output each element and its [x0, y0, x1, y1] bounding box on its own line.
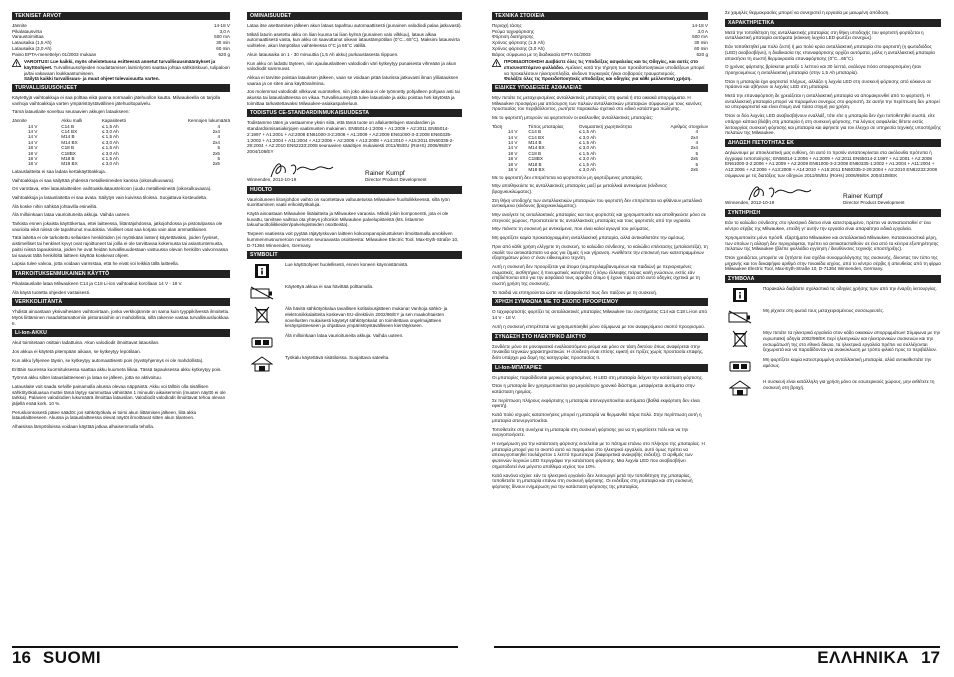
table-cell: C18 B — [61, 145, 75, 151]
paragraph: Tämä latauslaite soveltuu seuraavien akkujen lataukseen: — [12, 109, 130, 115]
paragraph: Μην πιάνετε τη συσκευή με αντικείμενα, που είναι καλοί αγωγοί του ρεύματος. — [492, 226, 650, 232]
table-cell: C14 B — [61, 123, 75, 129]
tech-row — [492, 52, 708, 58]
paragraph: Όταν η μπαταρία έχει φορτιστεί πλήρως, αλλάζει η λυχνία LED στη συσκευή φόρτισης από κόκκινο σε πράσινο και σβήνουν οι λυχνίες LED στη μπαταρία. — [725, 78, 932, 90]
symbol-text: Μη φορτίζετε καμία κατεστραμμένη ανταλλακτική μπαταρία, αλλά αντικαθιστάτε την αμέσως. — [763, 356, 932, 368]
tech-value: 3,0 A — [697, 28, 708, 34]
section-heading: ΔΗΛΩΣΗ ΠΙΣΤΟΤΗΤΑΣ ΕΚ — [725, 139, 941, 147]
table-cell: C14 BX — [528, 134, 545, 140]
paragraph: Μη φορτίζετε καμία προκαταγραμμένη ανταλλακτική μπαταρία, αλλά αντικαθιστάτε την αμέσως. — [492, 235, 686, 241]
paragraph: Αυτή η συσκευή δεν προορίζεται για άτομα (συμπεριλαμβανομένων και παιδιών) με περιορισμένες σωματικές, αισθητήριες ή πνευματικές ικανότητες ή λόγω έλλειψης πείρας και/ή γνώσεων, εκτός εάν επιβλέπονται από για την ασφάλειά τους αρμόδιο άτομο ή έχουν πάρει από αυτό οδηγίες σχετικά με τη σωστή χρήση της συσκευής. — [492, 263, 700, 287]
tech-value: 30 min — [216, 40, 230, 46]
symbol-text: Älä milloinkaan lataa vaurioituneita akkuja. Vaihda uuteen. — [285, 333, 404, 339]
paragraph: Vaihtoakkuja ja latauslaitetta ei saa avata. Säilytys vain kuivissa tiloissa. Suojattava kosteudelta. — [12, 194, 208, 200]
table-cell: ≤ 1,5 Ah — [101, 145, 119, 151]
table-cell: 18 V — [508, 150, 518, 156]
tech-value: 60 min — [216, 45, 230, 51]
paragraph: Μετά την τοποθέτηση της ανταλλακτικής μπαταρίας στη θήκη υποδοχής του φορτιστή φορτίζεται η ανταλλακτική μπαταρία αυτόματα (κόκκινη λυχνία LED φωτίζει συνεχώς). — [725, 29, 924, 41]
tech-value: 14-18 V — [213, 23, 230, 28]
paragraph: Όταν οι δύο λυχνίες LED αναβοσβήνουν εναλλάξ, τότε είτε η μπαταρία δεν έχει τοποθετηθεί σωστά, είτε υπάρχει κάποια βλάβη στη μπαταρία ή στη συσκευή φόρτισης. Για λόγους ασφαλείας θέτετε εκτός λειτουργίας συσκευή φόρτισης και μπαταρία και αφήνετε για τον έλεγχο σε υπηρεσία τεχνικής υποστήριξης πελατών της Milwaukee. — [725, 113, 941, 136]
table-cell: 5 — [695, 150, 698, 156]
paragraph: Käytä ainoastaan Milwaukee lisälaitteita ja Milwaukee varaosia. Mikäli jokin komponentti, jota ei ole kuvattu, tarvitsee vaihtoa ota yhteys johonkin Milwaukee palvelupisteistä (kts. listamme takuuhuoltoliikkeiden/palvelupisteiden osoitteista). — [247, 211, 449, 228]
section-heading: Li-Ion-ΜΠΑΤΑΡΙΕΣ — [492, 364, 708, 372]
manual-icon — [725, 286, 755, 304]
section-heading: ΕΙΔΙΚΕΣ ΥΠΟΔΕΙΞΕΙΣ ΑΣΦΑΛΕΙΑΣ — [492, 84, 708, 92]
safety-paragraphs — [492, 175, 708, 296]
table-cell: 14 V — [508, 140, 518, 146]
table-cell: C14 B — [528, 129, 542, 135]
indoor-icon — [725, 308, 755, 326]
table-cell: 18 V — [28, 161, 38, 167]
liion-paragraphs — [492, 375, 708, 490]
table-cell: M14 BX — [61, 139, 78, 145]
tech-label: Φόρτιση διατήρησης — [492, 34, 534, 40]
signer-name: Rainer Kumpf — [365, 169, 405, 177]
table-cell: ≤ 1,5 Ah — [101, 134, 119, 140]
table-cell: 2x5 — [212, 150, 220, 156]
paragraph: Jos molemmat valodiodit vilkkuvat vuorotellen, niin joko akkua ei ole työnnetty pohjalleen pohjaan asti tai akussa tai latauslaitteessa on vikaa. Turvallisuussyistä tulee latauslaite ja akku poistaa heti käytöstä ja toimittaa tarkastettavaksi Milwaukee-asiakaspalveluun. — [247, 89, 460, 106]
table-cell: 18 V — [508, 156, 518, 162]
section-heading: ΣΥΜΒΟΛΑ — [725, 275, 941, 283]
place-date: Winnenden, 2012-10-19 — [725, 200, 775, 206]
paragraph: Erittäin suuressa kuormituksessa saattaa akku kuumeta liikaa. Tässä tapauksessa akku kytkeytyy pois. — [12, 366, 222, 372]
symbol-row — [725, 357, 941, 375]
paragraph: Κατά πολύ ισχυρές καταπονήσεις μπορεί η μπαταρία να θερμανθεί πάρα πολύ. Στην περίπτωση αυτή η μπαταρία απενεργοποιείται. — [492, 412, 702, 423]
table-cell: 18 V — [508, 161, 518, 167]
section-heading: SYMBOLIT — [247, 251, 462, 259]
symbol-row — [247, 284, 462, 302]
section-heading: ΣΥΝΔΕΣΗ ΣΤΟ ΗΛΕΚΤΡΙΚΟ ΔΙΚΤΥΟ — [492, 333, 708, 341]
section-heading: TODISTUS CE-STANDARDINMUKAISUUDESTA — [247, 109, 462, 117]
tech-label: Χρόνος φόρτισης (1,5 Ah) — [492, 40, 545, 46]
table-cell: 18 V — [28, 155, 38, 161]
symbol-row — [247, 306, 462, 329]
weee-icon — [247, 306, 277, 324]
table-cell: 5 — [695, 161, 698, 167]
paragraph: Mikäli laturin asetettu akku on liian kuuma tai liian kylmä (punainen valo vilkkuu), lataus alkaa automaattisesti vasta, kun akku on saavuttanut oikean lataustämpötilan (0°C...65°C). Maksimi latausvirta vaihtelee, akun lämpötilan vaihteleessa 0°C ja 65°C välillä. — [247, 31, 460, 49]
table-cell: M18 B — [528, 161, 542, 167]
paragraph: Η ενημέρωση για την κατάσταση φόρτισης εκτελείται με το πάτημα επάνω στο πλήκτρο της μπαταρίας. Η μπαταρία μπορεί για το σκοπό αυτό να παραμείνει στο ηλεκτρικό εργαλείο, αυτό όμως πρέπει να απενεργοποιηθεί τουλάχιστον 1 λεπτό πρωτύτερα (διαφορετικά ανακριβής ένδειξη). Ο αριθμός των φωτεινών λυχνιών LED περιγράφει την κατάσταση φόρτισης. Μια λυχνία LED που αναβοσβήνει σηματοδοτεί ένα μέγιστο απόθεμα ισχύος του 10%. — [492, 441, 705, 469]
paragraph: Με το φορτιστή μπορούν να φορτιστούν οι ακόλουθες ανταλλακτικές μπαταρίες: — [492, 115, 654, 121]
table-cell: 14 V — [508, 134, 518, 140]
paragraph: Tarpeen vaatiessa voit pyytää räjäytyskuvan laitteen kokoonpanopiirustuksen ilmoittamalla arvokilven kummenmusnumeroon numeron seuraavasta osoitteesta: Milwaukee Electric Tool, Max-Eyth-Straße 10, D-71364 Winnenden, Germany. — [247, 231, 459, 248]
paragraph: Perusluontoisesti pätee säädöt: jos sähkötyökalu ei toimi akun liittämisen jälkeen, liitä akku latauslaitteeseen. Akussa ja latauslaitteessa olevat näytöt ilmoittavat sitten akun tilanteen. — [12, 409, 197, 421]
table-header: Τάση — [492, 123, 503, 129]
table-cell: C14 BX — [61, 128, 78, 134]
table-cell: C18BX — [61, 150, 76, 156]
signature-block — [247, 158, 462, 184]
tech-value: 30 min — [694, 40, 708, 46]
section-heading: ΣΥΝΤΗΡΗΣΗ — [725, 209, 941, 217]
paragraph: Älä koske nihin sähköä johtavilla esineillä. — [12, 203, 98, 209]
table-cell: 2x5 — [212, 161, 220, 167]
operation-paragraphs — [247, 23, 462, 106]
paragraph: Όταν η μπαταρία δεν χρησιμοποιείται για μεγαλύτερο χρονικό διάστημα, μεταφέρεται αυτόματα στην κατάσταση ηρεμίας. — [492, 383, 695, 395]
liion-paragraphs — [12, 340, 230, 429]
symbol-text: Παρακαλώ διαβάστε σχολαστικά τις οδηγίες χρήσης πριν από την έναρξη λειτουργίας. — [763, 286, 938, 292]
el-column-1 — [492, 10, 708, 493]
weee-icon — [725, 330, 755, 348]
table-cell: ≤ 3,0 Ah — [101, 139, 119, 145]
paragraph: Κατά κανόνα ισχύει: εάν το ηλεκτρικό εργαλείο δεν λειτουργεί μετά την τοποθέτηση της μπαταρίας, τοποθετείτε τη μπαταρία επάνω στη συσκευή φόρτισης. Οι ενδείξεις στη μπαταρία και στη συσκευή φόρτισης δίνουν ενημέρωση για την κατάσταση φόρτισης της μπαταρίας. — [492, 472, 693, 489]
ce-declaration: Δηλώνουμε με αποκλειστική μας ευθύνη, ότι αυτό το προϊόν ανταποκρίνεται στα ακόλουθα πρότυπα ή έγγραφα τυποποίησης: EN55014-1:2006 + A1:2009 + A2:2011 EN55014-2:1997 + A1:2001 + A2:2008 EN61000-3-2:2006 + A1:2009 + A2:2009 EN61000-3-3:2008 EN60335-1:2002 + A1:2004 + A11:2004 + A12:2006 + A2:2006 + A13:2008 + A14:2010 + A15:2011 EN60335-2-29:2004 + A2:2010 EN62233:2008 σύμφωνα με τις διατάξεις των οδηγιών 2011/65/EU (RoHs) 2006/95/ΕΚ 2004/108/ΕΚ — [725, 149, 938, 178]
table-cell: 18 V — [508, 167, 518, 173]
paragraph: Μετά την επαναφόρτιση δε χρειάζεται η ανταλλακτική μπαταρία να απομακρυνθεί από το φορτιστή. Η ανταλλακτική μπαταρία μπορεί να παραμείνει συνεχώς στο φορτιστή. Σε αυτήν την περίπτωση δεν μπορεί να υπερφορτιστεί και είναι έτοιμη ανά πάσα στιγμή για χρήση. — [725, 93, 940, 110]
table-cell: 4 — [217, 134, 220, 140]
safety-paragraphs — [12, 169, 230, 267]
signer-title: Director Product Development — [843, 200, 905, 206]
section-heading: VERKKOLIITÄNTÄ — [12, 298, 230, 306]
section-heading: ΧΡΗΣΗ ΣΥΜΦΩΝΑ ΜΕ ΤΟ ΣΚΟΠΟ ΠΡΟΟΡΙΣΜΟΥ — [492, 298, 708, 306]
paragraph: Όταν χρειάζεται, μπορείτε να ζητήσετε ένα σχέδιο συναρμολόγησης της συσκευής, δίνοντας τον τύπο της μηχανής και τον δεκαψήφιο αριθμό στην πινακίδα ισχύος, από το κέντρο σέρβις ή απευθείας από τη φίρμα Milwaukee Electric Tool, Max-Eyth-Straße 10, D-71364 Winnenden, Germany. — [725, 254, 941, 272]
table-cell: 2x5 — [690, 156, 698, 162]
warning-text: Αμέλειες κατά την τήρηση των προειδοποιητικών υποδείξεων μπορεί να προκαλέσουν ηλεκτροπληξία, κίνδυνο πυρκαγιάς ή/και σοβαρούς τραυματισμούς. — [504, 64, 705, 76]
el-column-2 — [725, 10, 941, 401]
warning-icon — [12, 59, 24, 82]
tech-label: Latausaika (3,0 Ah) — [12, 45, 52, 51]
operation-paragraphs — [725, 30, 941, 136]
no-metal-icon — [247, 333, 277, 351]
table-header: Kapasiteetti — [101, 118, 126, 124]
paragraph: Μην ανοίγετε τις ανταλλακτικές μπαταρίες και τους φορτιστές και χρησιμοποιείτε και αποθηκεύετε μόνο σε στεγνούς χώρους. Προστατεύετε τις ανταλλακτικές μπαταρίες και τους φορτιστές από την υγρασία. — [492, 212, 706, 223]
paragraph: Με το φορτιστή δεν επιτρέπεται να φορτιστούν μη φορτιζόμενες μπαταρίες. — [492, 174, 644, 180]
paragraph: Yhdistä ainoastaan yksivaihesäen vaihtovirtaan, jonka verkkojännite on sama kuin tyyppikilvessä ilmoitettu. Myös liittäminen maadoittamattomiin pistorasioihin on mahdollista, sillä rakenne vastaa turvallisuusluokkaa II. — [12, 309, 230, 326]
paragraph: Σε περίπτωση πλήρους εκφόρτισης η μπαταρία απενεργοποιείται αυτόματα (βαθιά εκφόρτιση δεν είναι εφικτή). — [492, 397, 700, 409]
table-cell: M18 BX — [528, 167, 545, 173]
paragraph: Αυτή η συσκευή επιτρέπεται να χρησιμοποιηθεί μόνο σύμφωνα με τον αναφερόμενο σκοπό προορισμού. — [492, 323, 706, 329]
table-cell: C18BX — [528, 156, 543, 162]
symbol-text: Käytettyä akkua ei saa hävittää polttamalla. — [285, 284, 374, 290]
paragraph: Pikalatauslaite lataa Milwaukeen C14 ja C18 Li-ion vaihtoakut korollaan 14 V - 18 V. — [12, 280, 183, 286]
table-cell: M18 BX — [61, 161, 78, 167]
table-cell: ≤ 3,0 Ah — [101, 128, 119, 134]
tech-label: Περιοχή τάσης — [492, 23, 522, 28]
tech-label: Χρόνος φόρτισης (3,0 Ah) — [492, 45, 545, 51]
ce-declaration: Todistamme täten ja vastaamme yksin siitä, että tämä tuote on allaluetteltujen standardien ja standardoimisasiakirjojen vaatimusten mukainen. EN55014-1:2006 + A1:2009 + A2:2011 EN55014-2:1997 + A1:2001 + A2:2008 EN61000-3-2:2006 + A1:2009 + A2:2009 EN61000-3-3:2008 EN60335-1:2002 + A1:2004 + A11:2004 + A12:2006 + A2:2006 + A13:2008 + A14:2010 + A15:2011 EN60335-2-29:2004 + A2:2010 EN62233:2008 seuraavien säädöjen mukaisesti 2011/65/EU (RoHS) 2006/95/EY 2004/108/EY — [247, 120, 454, 154]
table-cell: 2x5 — [690, 167, 698, 173]
tech-value: 500 mA — [214, 34, 230, 40]
table-cell: ≤ 1,5 Ah — [101, 155, 119, 161]
tech-data-list — [12, 23, 230, 57]
table-cell: ≤ 3,0 Ah — [101, 161, 119, 167]
paragraph: On varottava, ettei latauslaitteiden vaihtoakkulataustelcoon (uudu metalliesineitä (oikosulkuvaara). — [12, 186, 212, 192]
paragraph: Älä käytä tuotetta ohjeiden vastaisesti. — [12, 289, 91, 295]
tech-value: 60 min — [694, 45, 708, 51]
tech-row — [12, 52, 230, 58]
warning-title: ΠΡΟΕΙΔΟΠΟΙΗΣΗ! Διαβάστε όλες τις Υποδείξεις ασφαλείας και τις Οδηγίες, και αυτές στο επισυναπτόμενο φυλλάδιο. — [504, 59, 699, 70]
paragraph: Εάν τοποθετηθεί μια πολύ ζεστή ή μια πολύ κρύα ανταλλακτική μπαταρία στο φορτιστή (η φωτοδιόδος (LED) αναβοσβήνει), η διαδικασία της επαναφόρτισης αρχίζει αυτόματα, μόλις η ανταλλακτική μπαταρία αποκτήσει τη σωστή θερμοκρασία επαναφόρτισης (0°C...65°C). — [725, 44, 935, 61]
symbol-text: Työkalu käytettävä sisätiloissa. Suojattava sateelta. — [285, 355, 390, 361]
indoor-only-icon — [725, 379, 755, 397]
table-cell: 2x4 — [690, 145, 698, 151]
table-cell: C18 B — [528, 150, 542, 156]
table-cell: 4 — [695, 140, 698, 146]
page-footer-left — [12, 646, 458, 668]
signer-title: Director Product Development — [365, 176, 427, 182]
symbol-row — [725, 286, 941, 304]
table-header: Ονομαστική χωρητικότητα — [578, 123, 632, 129]
tech-label: Varaustoimittaa — [12, 34, 44, 40]
paragraph: Vaihtoakkuja ei saa säilyttää yhdessä metalliesineiden kanssa (oikosulkuvaara). — [12, 177, 175, 183]
section-heading: TARKOITUKSENMUKAINEN KÄYTTÖ — [12, 270, 230, 278]
symbol-text: Lue käyttöohjeet huolellisesti, ennen koneen käynnistämistä. — [285, 262, 409, 268]
tech-value: 3,0 A — [219, 28, 230, 34]
table-cell: ≤ 1,5 Ah — [101, 123, 119, 129]
paragraph: Χρησιμοποιείτε μόνο πρόσθ. εξαρτήματα Milwaukee και ανταλλακτικά Milwaukee. Κατασκευαστικά μέρη, των οποίων η αλλαγή δεν περιγράφεται, πρέπει να αντικατασταθούν σε ένα από τα κέντρα εξυπηρέτησης πελατών της Milwaukee (βλέπε φυλλάδιο εγγύηση / διευθύνσεις τεχνικής υποστήριξης). — [725, 234, 939, 252]
page-number: 16 — [12, 648, 31, 667]
table-cell: 4 — [217, 123, 220, 129]
tech-label: Pikalatausvirta — [12, 28, 42, 34]
language-label: SUOMI — [42, 648, 102, 667]
table-cell: M18 B — [61, 155, 75, 161]
warning-title: VAROITUS! Lue kaikki, myös oheistetussa esitteessä annetut turvallisuusmääräykset ja käyttöohjeet. — [24, 59, 216, 70]
table-cell: M14 BX — [528, 145, 545, 151]
paragraph: Kun akku on ladattu täyteen, niin ajaulauslaitteen valodiodin väri kytkeytyy punaisesta vihreään ja akun valodiodit sammuvat. — [247, 60, 457, 72]
symbol-row — [247, 333, 462, 351]
paragraph: Ο ταχυφορτιστής φορτίζει τις ανταλλακτικές μπαταρίες Milwaukee του συστήματος C14 και C18 Li-ion από 14 V - 18 V. — [492, 309, 708, 321]
paragraph: Akut toimitetaan osittain ladattuina. Akun valodiodit ilmoittavat latausilan. — [12, 340, 160, 346]
table-cell: M14 B — [528, 140, 542, 146]
paragraph: Latauslaite voit saada selville painamalla akussa olevaa näppäintä. Akku voi tällöin olla sisällisen sähkötyökaluasua muttei tämä läytyy sammuttaa vähintään 1 minuutin aikaisemmin (muuten näyttö ei ole tarkka). Palavien valodiodien lukumäärä ilmoittaa latausilan. Valodiodit valodiodit ilmoittavat tehoa olevan jäljellä enää kork. 10 %. — [12, 383, 226, 407]
table-cell: 14 V — [508, 129, 518, 135]
table-cell: 14 V — [28, 139, 38, 145]
symbol-text: Μη ρίχνετε στη φωτιά τους μεταχειρισμένους συσσωρευτές. — [763, 308, 884, 314]
fi-column-1 — [12, 10, 230, 433]
table-cell: 2x4 — [212, 128, 220, 134]
table-header: Kennojen lukumäärä — [187, 118, 230, 124]
symbol-row — [725, 379, 941, 397]
paragraph: Latauslaitteita ei saa ladata kertakäyttöakkuja. — [12, 168, 106, 174]
battery-table — [492, 124, 708, 173]
paragraph: Älä milloinkaan lataa vaurioituneita akkuja. Vaihda uuteen. — [12, 212, 131, 218]
table-cell: 14 V — [508, 145, 518, 151]
paragraph: Vaurioituneen liitosjohdon vaihto on suoritettava valtuutetussa Milwaukee huoltoliikkeessä, sillä työn suorittaminen vaatii erikoistyökaluja. — [247, 196, 450, 208]
table-cell: ≤ 1,5 Ah — [578, 161, 596, 167]
paragraph: Συνδέετε μόνο σε μονοφασικό εναλλασσόμενο ρεύμα και μόνο σε τάση δικτύου όπως αναφέρεται στην πινακίδα τεχνικών χαρακτηριστικών. Η σύνδεση είναι επίσης εφικτή σε πρίζες χωρίς προστασία επαφής, διότι υπάρχει μια δομή της κατηγορίας προστασίας II. — [492, 343, 704, 360]
warning-block — [492, 59, 708, 82]
symbol-text: Η συσκευή είναι κατάλληλη για χρήση μόνο σε εσωτερικούς χώρους, μην εκθέτετε τη συσκευή στη βροχή. — [763, 378, 935, 390]
fi-column-2 — [247, 10, 462, 377]
paragraph: Työnnä akku silten latauslaitteeseen ja lataa se jälleen, jotta se aktivoituu. — [12, 375, 162, 381]
table-cell: ≤ 3,0 Ah — [578, 156, 596, 162]
table-cell: M14 B — [61, 134, 75, 140]
table-cell: ≤ 1,5 Ah — [578, 150, 596, 156]
paragraph: Οι μπαταρίες παραδίδονται μερικώς φορτισμένες. Η LED στη μπαταρία δείχνει την κατάσταση φόρτισης. — [492, 374, 704, 380]
paragraph: Alhaisissa lämpötiloissa voidaan käyttää jatkaa alhaisemmalla teholla. — [12, 424, 155, 430]
paragraph: Σε χαμηλές θερμοκρασίες μπορεί να συνεχιστεί η εργασία με μειωμένη απόδοση. — [725, 10, 890, 15]
tech-label: Ρεύμα ταχυφόρτισης — [492, 28, 535, 34]
warning-keep: Φυλάξτε όλες τις προειδοποιητικές υποδείξεις και οδηγίες για κάθε μελλοντική χρήση. — [504, 76, 692, 82]
page-number: 17 — [921, 648, 940, 667]
table-cell: ≤ 3,0 Ah — [578, 134, 596, 140]
paragraph: Στη θήκη υποδοχής των ανταλλακτικών μπαταριών του φορτιστή δεν επιτρέπεται να φθάνουν μεταλλικά αντικείμενα (κίνδυνος βραχυκυκλώματος). — [492, 197, 702, 209]
tech-label: Paino EPTA-menettelyn 01/2003 mukaan — [12, 51, 97, 57]
paragraph: Jos akkua ei käytetä pitempään aikaan, se kytkeytyy lepotilaan. — [12, 349, 141, 355]
symbol-row — [247, 262, 462, 280]
paragraph: Akkua ei tarvitse poistaa latauksen jälkeen, vaan se voidaan pitää laturissa jatkuvasti ilman yliliatauksen vaaraa ja on siten aina käyttövalmiina. — [247, 74, 459, 86]
section-heading: TURVALLISUUSOHJEET — [12, 84, 230, 92]
warning-icon — [492, 59, 504, 82]
signer-name: Rainer Kumpf — [843, 193, 883, 201]
symbol-row — [725, 330, 941, 353]
paragraph: Kun akku lyhjenee täysin, se kytkeytyy automaattisesti pois (syvätyhjennys ei ole mahdollista). — [12, 357, 204, 363]
paragraph: Μην αποθηκεύετε τις ανταλλακτικές μπαταρίες μαζί με μεταλλικά αντικείμενα (κίνδυνος βραχυκυκλώματος). — [492, 183, 668, 194]
table-cell: 14 V — [28, 123, 38, 129]
table-cell: ≤ 1,5 Ah — [578, 140, 596, 146]
symbol-row — [247, 355, 462, 373]
table-cell: 2x4 — [212, 139, 220, 145]
symbol-row — [725, 308, 941, 326]
tech-value: 620 g — [696, 51, 708, 57]
paragraph: Lataa itse asettamisen jälkeen akun lataus tapahtuu automaattisesti (punainen valodiodi palaa jatkuvasti). — [247, 23, 462, 28]
paragraph: Πριν από κάθε χρήση ελέγχετε τη συσκευή, το καλώδιο σύνδεσης, το καλώδιο επέκτασης (μπαλαντέζα), τη σκαλίτ του αντικατάστατο να φας για ζημιές ή και γήρανση. Αναθέτετε την επισκευή των κατεστραμμένων εξαρτημάτων μόνο σ' έναν ειδικευμένο τεχνίτη. — [492, 243, 708, 261]
manual-icon — [247, 262, 277, 280]
table-header: Akku malli — [61, 118, 83, 124]
page-footer-right — [494, 646, 940, 668]
table-header: Jännite — [12, 118, 27, 124]
maintenance-paragraphs — [725, 220, 941, 272]
paragraph: Ο χρόνος φόρτισης βρίσκεται μεταξύ 1 λεπτού και 30 λεπτά, ανάλογα πόσο αποφορτισμένη ήταν προηγουμένως η ανταλλακτική μπαταρία (στην 1,5 Ah μπαταρία). — [725, 64, 922, 75]
tech-label: Jännite — [12, 23, 27, 28]
place-date: Winnenden, 2012-10-19 — [247, 176, 297, 182]
table-cell: 2x4 — [690, 134, 698, 140]
paragraph: Τα παιδιά να επιτηρούνται ώστε να εξασφαλιστεί πως δεν παίζουν με τη συσκευή. — [492, 289, 658, 295]
tech-value: 620 g — [218, 51, 230, 57]
table-cell: 18 V — [28, 145, 38, 151]
section-heading: TEKNISET ARVOT — [12, 12, 230, 20]
symbols-list — [247, 262, 462, 373]
table-header: Τύπος μπαταρίας — [528, 123, 564, 129]
tech-label: Latausaika (1,5 Ah) — [12, 40, 52, 46]
section-heading: Li-ion-AKKU — [12, 329, 230, 337]
tech-label: Βάρος σύμφωνα με τη διαδικασία EPTA 01/2003 — [492, 51, 591, 57]
maintenance-paragraphs — [247, 197, 462, 249]
table-cell: 18 V — [28, 150, 38, 156]
battery-table — [12, 118, 230, 167]
table-cell: 14 V — [28, 128, 38, 134]
table-cell: 4 — [695, 129, 698, 135]
signature-block — [725, 181, 941, 207]
tech-value: 500 mA — [692, 34, 708, 40]
section-heading: ΤΕΧΝΙΚΑ ΣΤΟΙΧΕΙΑ — [492, 12, 708, 20]
language-label: ΕΛΛΗΝΙΚΑ — [817, 648, 910, 667]
paragraph: Akun latausaika on 1 - 30 minuuttia (1,5 Ah akku) purkaustasesta riippuen. — [247, 51, 399, 57]
paragraph: Lapsia tulee valvoa, jotta voidaan varmistaa, että he eivät voi leikkiä tällä laitteella. — [12, 261, 180, 267]
table-cell: 5 — [217, 155, 220, 161]
paragraph: Käytettyjä vaihtoakkuja ei saa polttaa eikä panna normaalin jätehuollon kautta. Milwaukeella on tarjolla vanhoja vaihtoakkuja varten ympäristöystävällinen jätehuoltopalvelu. — [12, 95, 221, 106]
section-heading: OMINAISUUDET — [247, 12, 462, 20]
section-heading: ΧΑΡΑΚΤΗΡΙΣΤΙΚΑ — [725, 19, 941, 27]
paragraph: Εάν το καλώδιο σύνδεσης στο ηλεκτρικό δίκτυο είναι κατεστραμμένο, πρέπει να αντικατασταθεί σ' ένα κέντρο σέρβις της Milwaukee, επειδή γι' αυτήν την εργασία είναι απαραίτητα ειδικά εργαλεία. — [725, 220, 931, 232]
tech-data-list — [492, 23, 708, 57]
indoor-icon — [247, 284, 277, 302]
table-cell: ≤ 1,5 Ah — [578, 129, 596, 135]
table-cell: 5 — [217, 145, 220, 151]
paragraph: Τοποθετείτε στη συνέχεια τη μπαταρία στη συσκευή φόρτισης για να τη φορτίσετε πάλι και να την ενεργοποιήσετε. — [492, 426, 689, 438]
indoor-only-icon — [247, 355, 277, 373]
symbol-text: Μην πετάτε τα ηλεκτρικά εργαλεία στον κάδο οικιακών απορριμμάτων! Σύμφωνα με την ευρωπαϊκή οδηγία 2002/96/ΕΚ περί ηλεκτρικών και ηλεκτρονικών συσκευών και την ενσωμάτωσή της στο εθνικό δίκαιο, τα ηλεκτρικά εργαλεία πρέπει να συλλέγονται ξεχωριστά και να παραδίδονται για ανακύκλωση με τρόπο φιλικό προς το περιβάλλον. — [763, 330, 941, 353]
warning-block — [12, 59, 230, 82]
table-cell: 14 V — [28, 134, 38, 140]
no-metal-icon — [725, 357, 755, 375]
table-cell: ≤ 3,0 Ah — [578, 167, 596, 173]
warning-keep: Säilytä kaikki turvallisuus- ja muut ohjeet tulevaisuutta varten. — [24, 76, 160, 82]
table-cell: ≤ 3,0 Ah — [578, 145, 596, 151]
paragraph: Tarkista ennen jokaista käyttökertaa, ettei laitteessa, liitäntäjohdossa, jatkojohdossa ja pistotulpassa ole vaurioita eikä niissä ole tapahtunut muutoksia. Vialliset osat saa korjata vain alan ammattilainen. — [12, 221, 223, 232]
symbols-list — [725, 286, 941, 397]
symbol-text: Älä hävitä sähkötyökalua tavallisen kotitalousjätteen mukana! Vanhoja sähkö- ja elektroniikkalaitteita koskevan EU-direktiivin 2002/96/EY ja sen maakohtaisten sovellusten mukaisesti käytetyt sähkötyökalut on toimitettava ongelmajätteen keräyspisteeseen ja ohjattava ympäristöystävälliseen kierrätykseen. — [285, 306, 448, 329]
section-heading: HUOLTO — [247, 186, 462, 194]
warning-text: Turvallisuusohjeiden noudattamisen laiminlyönti saattaa johtaa sähköiskuun, tulipaloon ja/tai vakavaan loukkaantumiseen. — [24, 64, 230, 76]
tech-value: 14-18 V — [691, 23, 708, 28]
table-cell: ≤ 3,0 Ah — [101, 150, 119, 156]
paragraph: Tätä laitetta ei ole tarkoitettu sellaisten henkilöiden (ei myöskään lasten) käytettäväksi, joiden fyysiset, aistimelliset tai henkiset kyvyt ovat rajoittuneet tai joilla ei ole tarvittavaa kokemusta tai asiantuntemusta, paitsi niissä tapauksissa, joiden he ovat heidän turvallisuudestaan vastuussa olevan henkilön valvonnassa tai saavat tältä henkilöltä laitteen käyttöä koskevat ohjeet. — [12, 235, 228, 258]
paragraph: Μην πετάτε τις μεταχειρισμένες ανταλλακτικές μπαταρίες στη φωτιά ή στα οικιακά απορρίμματα. Η Milwaukee προσφέρει μια απόσυρση των παλιών ανταλλακτικών μπαταριών σύμφωνα με τους κανόνες προστασίας του περιβάλλοντος, ρωτήστε παρακαλώ σχετικά στο ειδικό κατάστημα πώλησης. — [492, 95, 702, 112]
table-header: Αριθμός στοιχείων — [670, 123, 708, 129]
